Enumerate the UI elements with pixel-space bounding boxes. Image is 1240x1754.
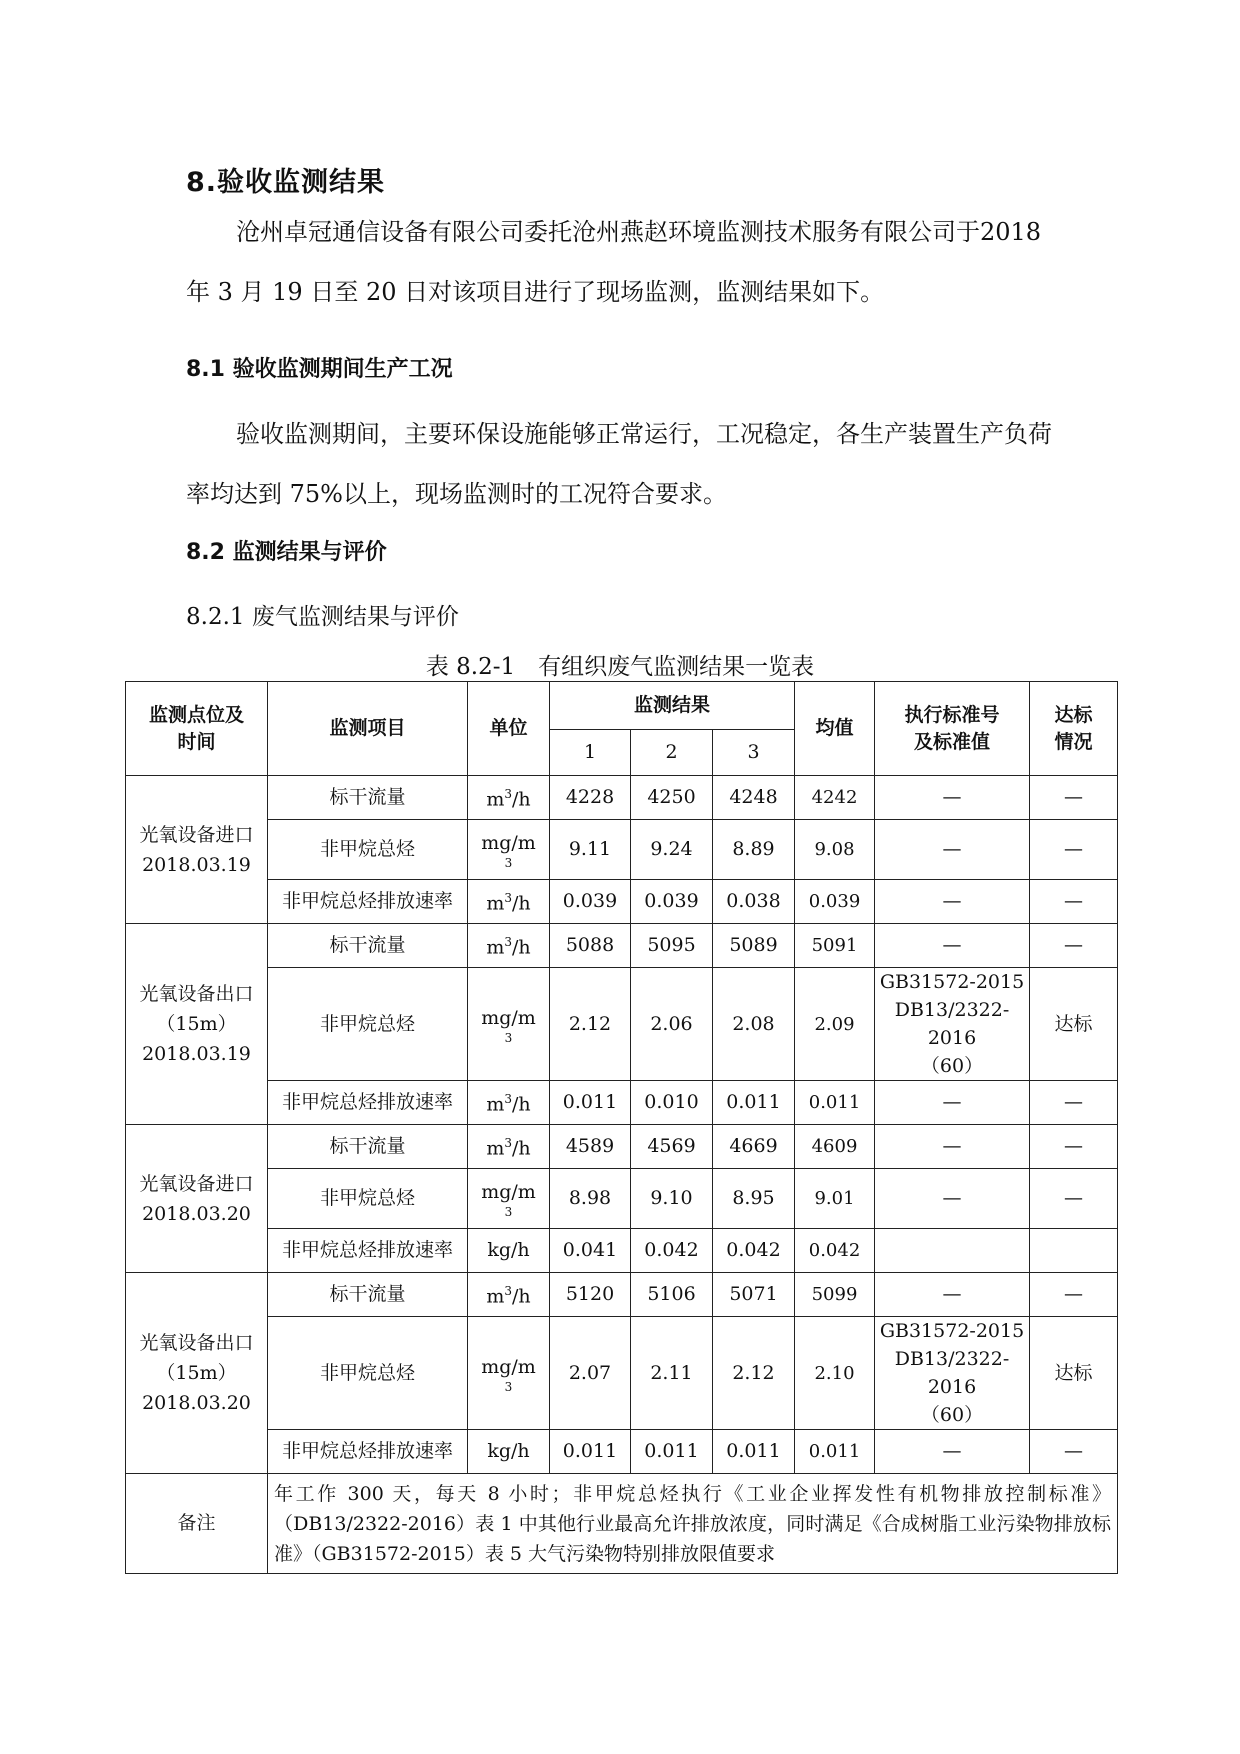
result-3-cell: 0.011	[713, 1081, 795, 1125]
header-std	[875, 682, 1030, 776]
unit-cell: mg/m 3	[468, 1169, 550, 1229]
result-1-cell: 9.11	[550, 820, 631, 880]
standard-line: DB13/2322-2016	[894, 999, 1010, 1049]
compliance-cell: —	[1030, 1081, 1118, 1125]
result-2-cell: 4569	[631, 1125, 713, 1169]
average-cell: 5091	[795, 924, 875, 968]
standard-cell: —	[875, 820, 1030, 880]
monitoring-point-line: 2018.03.19	[142, 1043, 251, 1065]
average-cell: 2.09	[795, 968, 875, 1081]
item-cell: 非甲烷总烃排放速率	[268, 880, 468, 924]
result-1-cell: 4228	[550, 776, 631, 820]
intro-paragraph: 沧州卓冠通信设备有限公司委托沧州燕赵环境监测技术服务有限公司于2018 年 3 月 19 日至 20 日对该项目进行了现场监测，监测结果如下。	[186, 218, 1042, 306]
standard-cell: —	[875, 776, 1030, 820]
table-row	[126, 968, 1118, 1081]
result-3-cell: 2.12	[713, 1317, 795, 1430]
item-cell: 标干流量	[268, 1125, 468, 1169]
header-item: 监测项目	[268, 682, 468, 776]
header-ok	[1030, 682, 1118, 776]
standard-line: （60）	[920, 1055, 984, 1077]
compliance-cell: —	[1030, 1430, 1118, 1474]
result-3-cell: 5071	[713, 1273, 795, 1317]
result-3-cell: 8.89	[713, 820, 795, 880]
standard-line: （60）	[920, 1404, 984, 1426]
monitoring-point-cell	[126, 1125, 268, 1273]
result-1-cell: 0.011	[550, 1430, 631, 1474]
standard-cell: —	[875, 880, 1030, 924]
standard-line: GB31572-2015	[879, 1320, 1025, 1342]
monitoring-point-line: 光氧设备出口	[139, 983, 254, 1005]
table-row	[126, 1430, 1118, 1474]
monitoring-point-cell	[126, 776, 268, 924]
result-1-cell: 2.12	[550, 968, 631, 1081]
table-row	[126, 1125, 1118, 1169]
header-r2: 2	[631, 730, 713, 776]
monitoring-point-line: 光氧设备进口	[139, 1172, 254, 1195]
result-1-cell: 0.041	[550, 1229, 631, 1273]
table-row	[126, 1273, 1118, 1317]
table-row	[126, 880, 1118, 924]
item-cell: 非甲烷总烃	[268, 820, 468, 880]
subsection-title-8-1: 8.1 验收监测期间生产工况	[186, 357, 453, 382]
average-cell: 0.011	[795, 1081, 875, 1125]
average-cell: 9.01	[795, 1169, 875, 1229]
item-cell: 非甲烷总烃排放速率	[268, 1430, 468, 1474]
compliance-cell: —	[1030, 1273, 1118, 1317]
table-row	[126, 1081, 1118, 1125]
operating-conditions-paragraph: 验收监测期间，主要环保设施能够正常运行，工况稳定，各生产装置生产负荷率均达到 75%以上，现场监测时的工况符合要求。	[186, 420, 1052, 508]
table-caption: 表 8.2-1 有组织废气监测结果一览表	[425, 654, 815, 680]
header-ok-text: 达标情况	[1054, 703, 1093, 753]
header-point	[126, 682, 268, 776]
result-1-cell: 2.07	[550, 1317, 631, 1430]
unit-cell: $m^3/h$	[468, 776, 550, 820]
table-row	[126, 820, 1118, 880]
header-unit: 单位	[468, 682, 550, 776]
item-cell: 非甲烷总烃	[268, 1169, 468, 1229]
note-label: 备注	[126, 1474, 268, 1574]
result-1-cell: 8.98	[550, 1169, 631, 1229]
monitoring-point-line: （15m）	[156, 1362, 237, 1384]
result-2-cell: 5095	[631, 924, 713, 968]
standard-cell: —	[875, 1273, 1030, 1317]
compliance-cell: —	[1030, 880, 1118, 924]
result-2-cell: 5106	[631, 1273, 713, 1317]
header-r3: 3	[713, 730, 795, 776]
average-cell: 0.042	[795, 1229, 875, 1273]
result-3-cell: 2.08	[713, 968, 795, 1081]
monitoring-point-line: 光氧设备进口	[139, 823, 254, 846]
result-3-cell: 0.011	[713, 1430, 795, 1474]
table-row	[126, 1229, 1118, 1273]
header-avg: 均值	[795, 682, 875, 776]
unit-cell: mg/m 3	[468, 1317, 550, 1430]
result-1-cell: 4589	[550, 1125, 631, 1169]
compliance-cell: 达标	[1030, 1317, 1118, 1430]
unit-cell: $m^3/h$	[468, 880, 550, 924]
standard-cell: —	[875, 924, 1030, 968]
standard-line: DB13/2322-2016	[894, 1348, 1010, 1398]
note-text: 年工作 300 天，每天 8 小时；非甲烷总烃执行《工业企业挥发性有机物排放控制标准》（DB13/2322-2016）表 1 中其他行业最高允许排放浓度，同时满足《合成树脂工业污染物排放标准》（GB31572-2015）表 5 大气污染物特别排放限值要求	[268, 1474, 1118, 1574]
result-3-cell: 0.042	[713, 1229, 795, 1273]
average-cell: 5099	[795, 1273, 875, 1317]
result-2-cell: 0.039	[631, 880, 713, 924]
monitoring-point-line: 2018.03.20	[142, 1202, 251, 1225]
unit-cell: $m^3/h$	[468, 1125, 550, 1169]
result-2-cell: 0.010	[631, 1081, 713, 1125]
compliance-cell: 达标	[1030, 968, 1118, 1081]
monitoring-point-cell	[126, 924, 268, 1125]
result-2-cell: 9.24	[631, 820, 713, 880]
header-point-text: 监测点位及时间	[148, 703, 244, 753]
unit-cell: mg/m 3	[468, 968, 550, 1081]
standard-cell: —	[875, 1430, 1030, 1474]
unit-cell: kg/h	[468, 1229, 550, 1273]
result-1-cell: 0.039	[550, 880, 631, 924]
result-2-cell: 0.011	[631, 1430, 713, 1474]
compliance-cell	[1030, 1229, 1118, 1273]
subsection-title-8-2: 8.2 监测结果与评价	[186, 540, 387, 565]
standard-cell: —	[875, 1081, 1030, 1125]
header-std-text: 执行标准号及标准值	[904, 703, 1000, 753]
table-row	[126, 776, 1118, 820]
monitoring-point-line: 2018.03.20	[142, 1392, 251, 1414]
item-cell: 标干流量	[268, 924, 468, 968]
average-cell: 9.08	[795, 820, 875, 880]
unit-cell: $m^3/h$	[468, 1273, 550, 1317]
unit-cell: kg/h	[468, 1430, 550, 1474]
note-row	[126, 1474, 1118, 1574]
result-3-cell: 4669	[713, 1125, 795, 1169]
result-1-cell: 5120	[550, 1273, 631, 1317]
monitoring-point-line: 光氧设备出口	[139, 1332, 254, 1354]
standard-line: GB31572-2015	[879, 971, 1025, 993]
result-3-cell: 8.95	[713, 1169, 795, 1229]
item-cell: 非甲烷总烃	[268, 1317, 468, 1430]
result-2-cell: 2.06	[631, 968, 713, 1081]
result-3-cell: 5089	[713, 924, 795, 968]
header-r1: 1	[550, 730, 631, 776]
item-cell: 非甲烷总烃	[268, 968, 468, 1081]
average-cell: 2.10	[795, 1317, 875, 1430]
standard-cell: —	[875, 1169, 1030, 1229]
compliance-cell: —	[1030, 1169, 1118, 1229]
header-results: 监测结果	[550, 682, 795, 730]
item-cell: 非甲烷总烃排放速率	[268, 1229, 468, 1273]
subsection-title-8-2-1: 8.2.1 废气监测结果与评价	[186, 604, 459, 630]
result-1-cell: 5088	[550, 924, 631, 968]
average-cell: 0.011	[795, 1430, 875, 1474]
standard-cell: —	[875, 1125, 1030, 1169]
monitoring-point-line: （15m）	[156, 1013, 237, 1035]
result-2-cell: 4250	[631, 776, 713, 820]
compliance-cell: —	[1030, 820, 1118, 880]
item-cell: 非甲烷总烃排放速率	[268, 1081, 468, 1125]
exhaust-gas-results-table	[125, 681, 1118, 1574]
result-2-cell: 0.042	[631, 1229, 713, 1273]
table-row	[126, 1169, 1118, 1229]
table-row	[126, 1317, 1118, 1430]
average-cell: 0.039	[795, 880, 875, 924]
result-2-cell: 9.10	[631, 1169, 713, 1229]
result-1-cell: 0.011	[550, 1081, 631, 1125]
monitoring-point-line: 2018.03.19	[142, 853, 251, 876]
unit-cell: mg/m 3	[468, 820, 550, 880]
result-3-cell: 0.038	[713, 880, 795, 924]
standard-cell	[875, 1229, 1030, 1273]
item-cell: 标干流量	[268, 776, 468, 820]
monitoring-point-cell	[126, 1273, 268, 1474]
average-cell: 4609	[795, 1125, 875, 1169]
compliance-cell: —	[1030, 776, 1118, 820]
unit-cell: $m^3/h$	[468, 1081, 550, 1125]
result-2-cell: 2.11	[631, 1317, 713, 1430]
compliance-cell: —	[1030, 924, 1118, 968]
item-cell: 标干流量	[268, 1273, 468, 1317]
table-row	[126, 924, 1118, 968]
compliance-cell: —	[1030, 1125, 1118, 1169]
unit-cell: $m^3/h$	[468, 924, 550, 968]
result-3-cell: 4248	[713, 776, 795, 820]
standard-cell	[875, 1317, 1030, 1430]
average-cell: 4242	[795, 776, 875, 820]
section-title: 8.验收监测结果	[186, 167, 386, 198]
standard-cell	[875, 968, 1030, 1081]
